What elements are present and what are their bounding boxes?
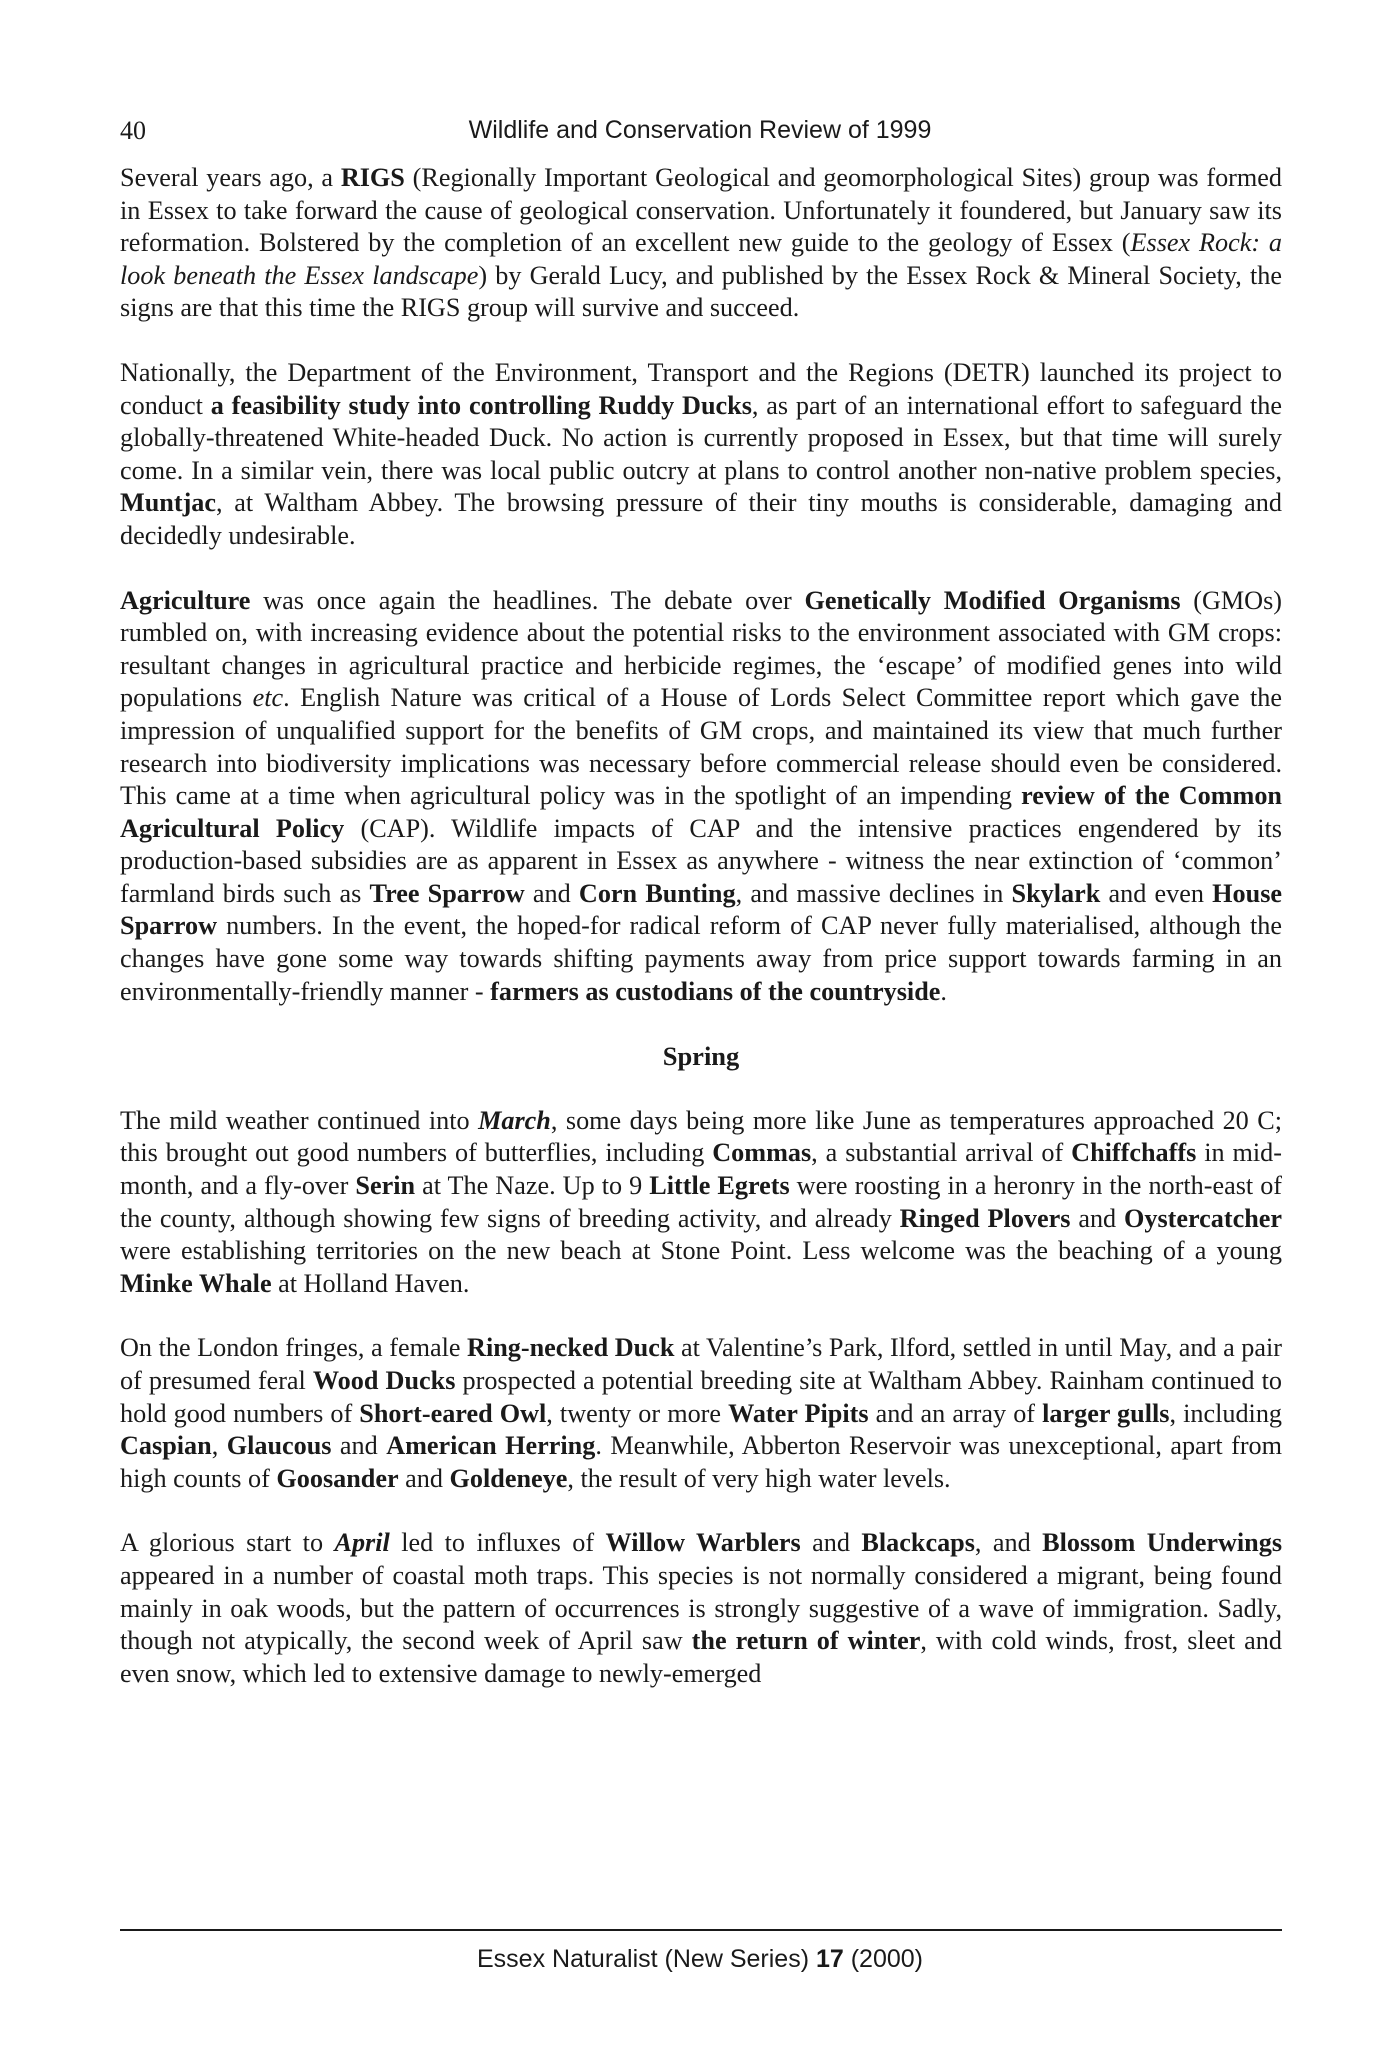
footer-volume: 17	[815, 1945, 844, 1973]
emphasis-text: farmers as custodians of the countryside	[490, 976, 941, 1006]
paragraph	[120, 1527, 1282, 1690]
text-run: numbers. In the event, the hoped-for radical reform of CAP never fully materialised, although the changes have gone some way towards shifting payments away from price support towards farming in an environmentally-friendly manner -	[120, 911, 1282, 1006]
emphasis-text: a feasibility study into controlling Ruddy Ducks	[210, 390, 752, 420]
text-run: and	[1070, 1203, 1124, 1233]
text-run: and an array of	[868, 1398, 1043, 1428]
emphasis-text: Muntjac	[120, 488, 217, 518]
emphasis-text: Agriculture	[120, 585, 251, 615]
text-run: and	[331, 1431, 387, 1461]
text-run: (GMOs) rumbled on, with increasing evidence about the potential risks to the environment associated with GM crops: resultant changes in agricultural practice and herbicide regimes, the ‘escape’ of modified genes into wild populations	[120, 585, 1282, 713]
emphasis-text: Commas	[712, 1138, 812, 1168]
text-run: led to influxes of	[389, 1528, 606, 1558]
emphasis-text: RIGS	[340, 163, 405, 192]
text-run: , with cold winds, frost, sleet and even snow, which led to extensive damage to newly-emerged	[120, 1626, 1282, 1688]
paragraph	[120, 162, 1282, 325]
emphasis-text: the return of winter	[691, 1626, 921, 1656]
emphasis-text: Blossom Underwings	[1042, 1528, 1283, 1558]
text-run: , some days being more like June as temperatures approached 20 C; this brought out good numbers of butterflies, including	[120, 1105, 1283, 1168]
text-run: appeared in a number of coastal moth traps. This species is not normally considered a migrant, being found mainly in oak woods, but the pattern of occurrences is strongly suggestive of a wave of immigration. Sadly, though not atypically, the second week of April saw	[120, 1560, 1282, 1656]
text-run: A glorious start to	[120, 1528, 335, 1558]
emphasis-text: Tree Sparrow	[369, 878, 525, 908]
emphasis-text: etc	[252, 683, 284, 713]
text-run: , at Waltham Abbey. The browsing pressure of their tiny mouths is considerable, damaging and decidedly undesirable.	[120, 488, 1282, 550]
emphasis-text: Genetically Modified Organisms	[804, 585, 1181, 615]
emphasis-text: Goosander	[276, 1463, 399, 1493]
emphasis-text: Serin	[355, 1171, 416, 1201]
text-run: On the London fringes, a female	[120, 1333, 468, 1363]
footer-year: (2000)	[843, 1945, 923, 1973]
emphasis-text: Caspian	[120, 1431, 212, 1461]
text-run: .	[940, 976, 947, 1006]
page-number: 40	[120, 116, 146, 145]
page-footer	[120, 1945, 1280, 1974]
article-body	[120, 162, 1282, 1722]
paragraph	[120, 1332, 1282, 1495]
text-run: and	[398, 1463, 450, 1493]
emphasis-text: April	[334, 1528, 390, 1558]
emphasis-text: Goldeneye	[449, 1463, 568, 1493]
text-run: , a substantial arrival of	[811, 1138, 1072, 1168]
paragraph	[120, 585, 1282, 1009]
text-run: (Regionally Important Geological and geomorphological Sites) group was formed in Essex to take forward the cause of geological conservation. Unfortunately it foundered, but January saw its reformation. Bolstered by the completion of an excellent new guide to the geology of Essex (	[120, 163, 1282, 258]
footer-journal: Essex Naturalist (New Series)	[476, 1945, 816, 1973]
paragraphs-before-heading	[120, 162, 1282, 1008]
text-run: , the result of very high water levels.	[567, 1463, 951, 1493]
emphasis-text: Chiffchaffs	[1071, 1138, 1197, 1168]
emphasis-text: House Sparrow	[120, 878, 1283, 941]
text-run: The mild weather continued into	[120, 1105, 479, 1135]
emphasis-text: Oystercatcher	[1123, 1203, 1283, 1233]
text-run: was once again the headlines. The debate over	[250, 585, 805, 615]
text-run: , including	[1169, 1398, 1283, 1428]
emphasis-text: American Herring	[386, 1431, 596, 1461]
text-run: . English Nature was critical of a House of Lords Select Committee report which gave the impression of unqualified support for the benefits of GM crops, and maintained its view that much further research into biodiversity implications was necessary before commercial release should even be considered. This came at a time when agricultural policy was in the spotlight of an impending	[120, 683, 1282, 811]
text-run: at Holland Haven.	[271, 1268, 470, 1298]
emphasis-text: Essex Rock: a look beneath the Essex landscape	[120, 228, 1282, 290]
text-run: prospected a potential breeding site at Waltham Abbey. Rainham continued to hold good numbers of	[120, 1366, 1282, 1428]
text-run: were establishing territories on the new beach at Stone Point. Less welcome was the beaching of a young	[120, 1236, 1282, 1266]
running-title: Wildlife and Conservation Review of 1999	[468, 116, 932, 144]
text-run: and even	[1100, 878, 1213, 908]
emphasis-text: Ringed Plovers	[899, 1203, 1071, 1233]
text-run: , and massive declines in	[735, 878, 1012, 908]
text-run: Several years ago, a	[120, 163, 341, 192]
emphasis-text: Little Egrets	[649, 1171, 790, 1201]
emphasis-text: Ring-necked Duck	[467, 1333, 675, 1363]
emphasis-text: Wood Ducks	[312, 1366, 456, 1395]
text-run: (CAP). Wildlife impacts of CAP and the intensive practices engendered by its production-based subsidies are as apparent in Essex as anywhere - witness the near extinction of ‘common’ farmland birds such as	[120, 813, 1282, 908]
text-run: ,	[211, 1431, 227, 1461]
footer-rule	[120, 1929, 1282, 1931]
text-run: were roosting in a heronry in the north-east of the county, although showing few signs of breeding activity, and already	[120, 1171, 1283, 1233]
paragraph	[120, 1105, 1282, 1301]
emphasis-text: Water Pipits	[728, 1398, 869, 1428]
emphasis-text: Short-eared Owl	[359, 1398, 547, 1428]
text-run: and	[524, 878, 579, 908]
text-run: , and	[974, 1528, 1043, 1558]
text-run: , as part of an international effort to safeguard the globally-threatened White-headed Duck. No action is currently proposed in Essex, but that time will surely come. In a similar vein, there was local public outcry at plans to control another non-native problem species,	[120, 390, 1282, 485]
text-run: . Meanwhile, Abberton Reservoir was unexceptional, apart from high counts of	[120, 1431, 1283, 1493]
emphasis-text: Blackcaps	[861, 1528, 975, 1558]
emphasis-text: March	[478, 1105, 551, 1135]
emphasis-text: Minke Whale	[120, 1268, 272, 1298]
emphasis-text: Skylark	[1011, 878, 1101, 908]
emphasis-text: review of the Common Agricultural Policy	[120, 781, 1282, 843]
text-run: Nationally, the Department of the Environment, Transport and the Regions (DETR) launched its project to conduct	[120, 357, 1282, 420]
emphasis-text: Glaucous	[226, 1431, 332, 1461]
emphasis-text: Willow Warblers	[605, 1528, 801, 1558]
page-header	[120, 116, 1280, 152]
paragraphs-after-heading	[120, 1105, 1282, 1691]
text-run: at Valentine’s Park, Ilford, settled in until May, and a pair of presumed feral	[120, 1333, 1282, 1395]
text-run: ) by Gerald Lucy, and published by the Essex Rock & Mineral Society, the signs are that this time the RIGS group will survive and succeed.	[120, 260, 1282, 323]
section-heading: Spring	[662, 1041, 740, 1072]
paragraph	[120, 357, 1282, 553]
text-run: and	[800, 1528, 862, 1558]
emphasis-text: larger gulls	[1042, 1398, 1170, 1428]
emphasis-text: Corn Bunting	[578, 878, 736, 908]
text-run: in mid-month, and a fly-over	[120, 1138, 1282, 1201]
text-run: , twenty or more	[546, 1398, 729, 1428]
text-run: at The Naze. Up to 9	[415, 1171, 650, 1201]
